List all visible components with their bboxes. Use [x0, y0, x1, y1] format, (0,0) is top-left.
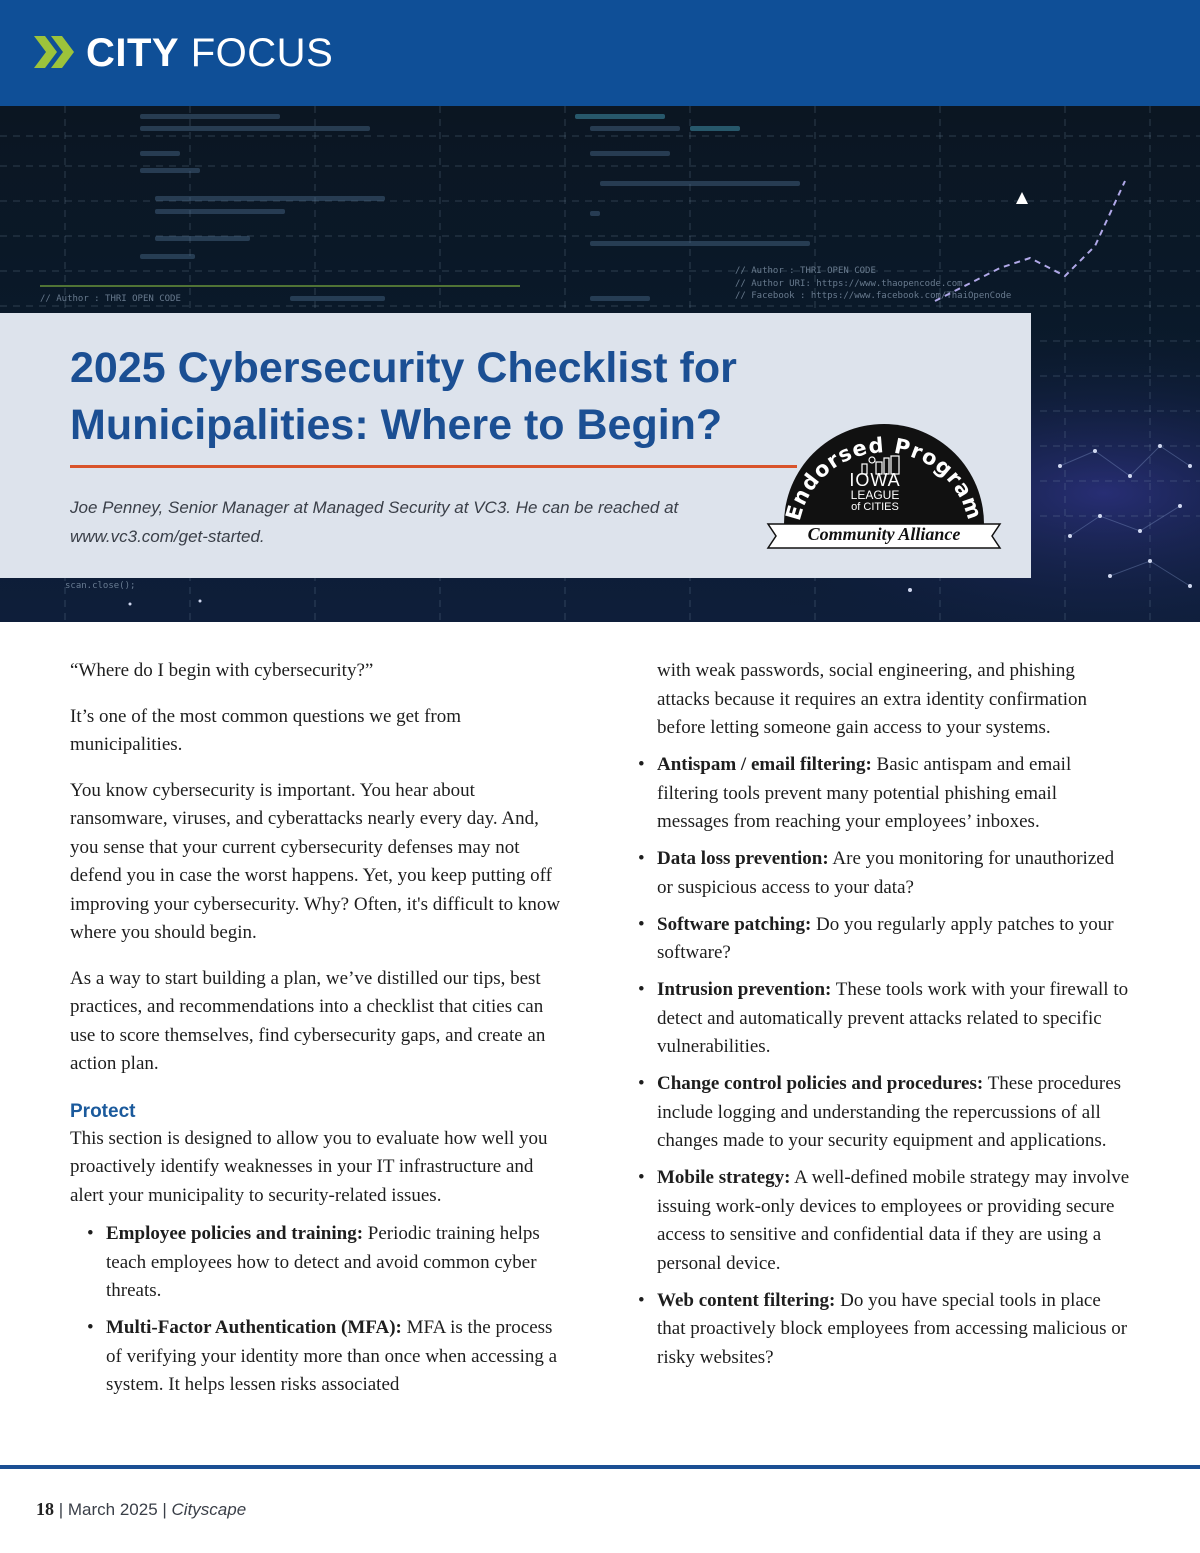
list-item: [638, 911, 1130, 968]
list-item-term: Multi-Factor Authentication (MFA):: [106, 1317, 402, 1338]
footer-separator: |: [54, 1500, 68, 1519]
svg-text:scan.close();: scan.close();: [65, 581, 136, 591]
body-paragraph: As a way to start building a plan, we’ve distilled our tips, best practices, and recommendations into a checklist that cities can use to score themselves, find cybersecurity gaps, and create an action plan.: [70, 967, 546, 1074]
checklist: [638, 751, 1130, 1372]
list-item-text: Are you monitoring for unauthorized or suspicious access to your data?: [657, 848, 1115, 898]
list-item: [638, 1164, 1130, 1278]
right-column: [638, 657, 1130, 1381]
list-item: [638, 1070, 1130, 1156]
publication-name: Cityscape: [171, 1500, 247, 1519]
page-number: 18: [36, 1499, 54, 1519]
list-item-term: Web content filtering:: [657, 1289, 836, 1311]
list-item-text: Do you have special tools in place that proactively block employees from accessing malicious or risky websites?: [657, 1289, 1128, 1368]
issue-date: March 2025: [67, 1500, 158, 1519]
body-paragraph: “Where do I begin with cybersecurity?”: [70, 660, 374, 681]
footer-divider: [0, 1465, 1200, 1469]
svg-text:// Author : THRI OPEN CODE: // Author : THRI OPEN CODE: [40, 294, 181, 304]
section-header-bar: [0, 0, 1200, 106]
list-item-text: MFA is the process of verifying your identity more than once when accessing a system. It helps lessen risks associated: [106, 1317, 558, 1395]
list-item-term: Intrusion prevention:: [657, 979, 832, 1000]
list-item: [638, 1287, 1130, 1373]
body-paragraph: It’s one of the most common questions we get from municipalities.: [70, 705, 462, 755]
list-item: [638, 751, 1130, 837]
list-item-text: Periodic training helps teach employees how to detect and avoid common cyber threats.: [106, 1223, 540, 1301]
badge-ribbon-label: Community Alliance: [807, 524, 961, 544]
author-byline: Joe Penney, Senior Manager at Managed Security at VC3. He can be reached at www.vc3.com/get-started.: [70, 498, 679, 546]
svg-text:// Author URI: https://www.tha: // Author URI: https://www.thaopencode.com: [735, 279, 963, 289]
list-item-text: Basic antispam and email filtering tools prevent many potential phishing email messages from reaching your employees’ inboxes.: [657, 754, 1072, 832]
list-item: [638, 976, 1130, 1062]
list-item-text: These procedures include logging and understanding the repercussions of all changes made to your security equipment and applications.: [657, 1073, 1122, 1151]
svg-text:Endorsed Program: Endorsed Program: [781, 433, 988, 524]
article-title: 2025 Cybersecurity Checklist for Municipalities: Where to Begin?: [70, 344, 737, 449]
iowa-league-logo: IOWA LEAGUE of CITIES: [849, 470, 901, 513]
list-item: [87, 1220, 570, 1306]
svg-text:// Facebook : https://www.fac: // Facebook : https://www.facebook.com/ThaiOpenCode: [735, 291, 1012, 301]
list-item-text: Do you regularly apply patches to your software?: [657, 913, 1114, 963]
svg-text:// Author : THRI OPEN CODE: // Author : THRI OPEN CODE: [735, 266, 876, 276]
list-item-term: Change control policies and procedures:: [657, 1073, 984, 1094]
list-item-term: Antispam / email filtering:: [657, 754, 872, 775]
left-column: [70, 657, 570, 1408]
list-item: [638, 845, 1130, 902]
list-item-term: Data loss prevention:: [657, 848, 829, 869]
checklist: [87, 1220, 570, 1400]
double-chevron-icon: [34, 36, 76, 68]
section-title: CITY FOCUS: [86, 31, 334, 75]
list-item-term: Software patching:: [657, 913, 812, 935]
footer-separator: |: [157, 1500, 172, 1519]
list-item-term: Employee policies and training:: [106, 1223, 364, 1244]
section-subhead: Protect: [70, 1100, 136, 1122]
title-divider: [70, 465, 797, 468]
list-item-term: Mobile strategy:: [657, 1167, 791, 1188]
list-item: [87, 1314, 570, 1400]
list-item-text: A well-defined mobile strategy may involve issuing work-only devices to employees or providing secure access to sensitive and confidential data if they are using a personal device.: [657, 1167, 1130, 1274]
list-item-text: These tools work with your firewall to detect and automatically prevent attacks related to specific vulnerabilities.: [657, 979, 1129, 1057]
list-item-continuation: with weak passwords, social engineering, and phishing attacks because it requires an extra identity confirmation before letting someone gain access to your systems.: [657, 660, 1087, 738]
page-footer: [36, 1499, 246, 1520]
body-paragraph: This section is designed to allow you to evaluate how well you proactively identify weaknesses in your IT infrastructure and alert your municipality to security-related issues.: [70, 1127, 548, 1206]
body-paragraph: You know cybersecurity is important. You hear about ransomware, viruses, and cyberattacks nearly every day. And, you sense that your current cybersecurity defenses may not defend you in case the worst happens. Yet, you keep putting off improving your cybersecurity. Why? Often, it's difficult to know where you should begin.: [70, 779, 561, 943]
